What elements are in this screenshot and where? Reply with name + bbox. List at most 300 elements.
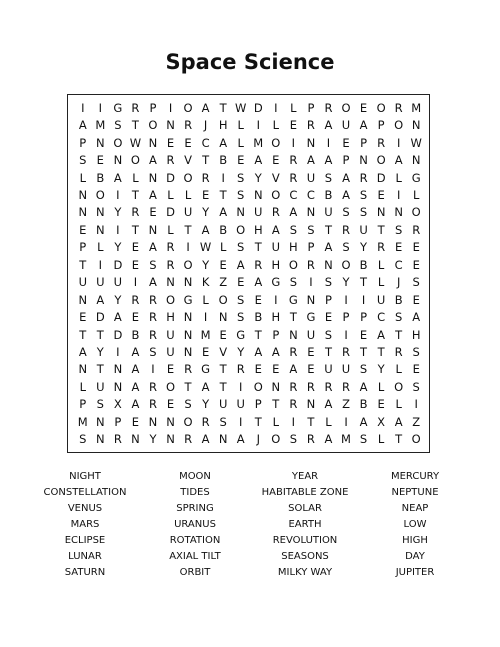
grid-letter[interactable]: E [254,292,262,307]
grid-letter[interactable]: T [377,345,385,360]
grid-letter[interactable]: P [307,100,315,115]
grid-letter[interactable]: B [131,327,140,342]
grid-letter[interactable]: E [131,240,140,255]
grid-letter[interactable]: L [167,187,174,202]
grid-letter[interactable]: J [203,118,208,133]
grid-letter[interactable]: H [289,240,298,255]
grid-letter[interactable]: Y [114,292,122,307]
grid-letter[interactable]: A [201,432,210,447]
grid-letter[interactable]: I [309,275,313,290]
grid-letter[interactable]: S [359,187,368,202]
grid-letter[interactable]: E [131,257,140,272]
grid-letter[interactable]: O [148,118,158,133]
grid-letter[interactable]: O [288,257,298,272]
grid-letter[interactable]: R [306,118,315,133]
grid-letter[interactable]: L [272,118,280,133]
grid-letter[interactable]: R [166,240,175,255]
grid-letter[interactable]: A [359,414,368,429]
grid-letter[interactable]: L [132,170,139,185]
grid-letter[interactable]: D [113,327,123,342]
grid-letter[interactable]: G [306,310,316,325]
grid-letter[interactable]: R [359,170,368,185]
grid-letter[interactable]: N [148,135,158,150]
grid-letter[interactable]: T [377,222,385,237]
grid-letter[interactable]: P [360,135,368,150]
grid-letter[interactable]: L [377,275,385,290]
grid-letter[interactable]: N [78,292,88,307]
grid-letter[interactable]: E [237,153,245,168]
grid-letter[interactable]: A [324,432,333,447]
grid-letter[interactable]: T [131,222,139,237]
grid-letter[interactable]: A [131,397,140,412]
grid-letter[interactable]: U [254,205,263,220]
grid-letter[interactable]: R [377,240,386,255]
grid-letter[interactable]: T [202,153,210,168]
grid-letter[interactable]: D [166,170,175,185]
grid-letter[interactable]: N [218,432,228,447]
grid-letter[interactable]: A [149,275,157,290]
grid-letter[interactable]: P [324,292,332,307]
grid-letter[interactable]: L [79,170,86,185]
grid-letter[interactable]: R [289,397,298,412]
grid-letter[interactable]: U [376,292,386,307]
grid-letter[interactable]: R [289,345,298,360]
grid-letter[interactable]: I [256,118,260,133]
grid-letter[interactable]: X [377,414,386,429]
grid-letter[interactable]: N [394,205,403,220]
grid-letter[interactable]: I [81,100,85,115]
grid-letter[interactable]: N [78,205,88,220]
grid-letter[interactable]: N [96,222,105,237]
grid-letter[interactable]: N [96,135,105,150]
grid-letter[interactable]: N [183,345,193,360]
grid-letter[interactable]: E [412,362,420,377]
grid-letter[interactable]: T [395,327,403,342]
grid-letter[interactable]: R [131,292,140,307]
grid-letter[interactable]: Z [219,275,228,290]
grid-letter[interactable]: S [219,414,227,429]
grid-letter[interactable]: C [394,257,403,272]
grid-letter[interactable]: H [271,257,281,272]
grid-letter[interactable]: E [307,345,315,360]
grid-letter[interactable]: N [183,275,193,290]
grid-letter[interactable]: S [395,310,403,325]
grid-letter[interactable]: E [412,292,420,307]
grid-letter[interactable]: N [148,170,158,185]
grid-letter[interactable]: H [253,222,263,237]
grid-letter[interactable]: N [96,432,105,447]
grid-letter[interactable]: S [359,205,368,220]
grid-letter[interactable]: R [131,205,140,220]
grid-letter[interactable]: N [359,153,368,168]
grid-letter[interactable]: J [256,432,260,447]
grid-letter[interactable]: L [325,414,332,429]
grid-letter[interactable]: S [412,275,420,290]
grid-letter[interactable]: P [79,240,87,255]
grid-letter[interactable]: A [342,187,350,202]
grid-letter[interactable]: E [307,362,315,377]
grid-letter[interactable]: I [239,414,243,429]
grid-letter[interactable]: T [219,379,227,394]
grid-letter[interactable]: I [186,240,190,255]
grid-letter[interactable]: H [166,310,175,325]
grid-letter[interactable]: G [183,292,193,307]
grid-letter[interactable]: R [148,397,157,412]
grid-letter[interactable]: T [131,118,139,133]
grid-letter[interactable]: R [342,379,351,394]
grid-letter[interactable]: V [184,153,192,168]
grid-letter[interactable]: A [289,205,298,220]
grid-letter[interactable]: L [395,170,402,185]
grid-letter[interactable]: M [77,414,88,429]
grid-letter[interactable]: O [130,153,140,168]
grid-letter[interactable]: S [359,362,368,377]
grid-letter[interactable]: O [376,153,386,168]
grid-letter[interactable]: T [219,362,227,377]
grid-letter[interactable]: E [149,205,157,220]
grid-letter[interactable]: E [289,118,297,133]
grid-letter[interactable]: M [95,118,106,133]
grid-letter[interactable]: I [291,135,296,150]
grid-letter[interactable]: I [274,100,278,115]
grid-letter[interactable]: N [236,205,246,220]
grid-letter[interactable]: R [306,257,315,272]
grid-letter[interactable]: W [235,100,247,115]
grid-letter[interactable]: U [324,362,333,377]
grid-letter[interactable]: L [97,240,104,255]
grid-letter[interactable]: I [414,397,418,412]
grid-letter[interactable]: A [271,222,280,237]
grid-letter[interactable]: S [184,397,192,412]
grid-letter[interactable]: I [203,310,208,325]
grid-letter[interactable]: O [183,414,193,429]
grid-letter[interactable]: A [201,222,210,237]
grid-letter[interactable]: E [166,362,175,377]
grid-letter[interactable]: O [394,379,404,394]
grid-letter[interactable]: A [271,345,280,360]
grid-letter[interactable]: T [79,257,87,272]
grid-letter[interactable]: S [359,432,368,447]
grid-letter[interactable]: S [237,310,245,325]
grid-letter[interactable]: G [411,170,421,185]
grid-letter[interactable]: S [237,187,245,202]
grid-letter[interactable]: O [253,379,263,394]
grid-letter[interactable]: U [166,327,175,342]
grid-letter[interactable]: I [98,257,103,272]
grid-letter[interactable]: O [394,118,404,133]
grid-letter[interactable]: A [342,170,350,185]
grid-letter[interactable]: A [131,345,140,360]
grid-letter[interactable]: E [79,222,87,237]
grid-letter[interactable]: I [116,345,120,360]
grid-letter[interactable]: L [272,414,280,429]
grid-letter[interactable]: D [166,205,175,220]
grid-letter[interactable]: V [271,170,280,185]
grid-letter[interactable]: I [133,275,138,290]
grid-letter[interactable]: L [219,240,227,255]
grid-letter[interactable]: A [113,170,122,185]
grid-letter[interactable]: E [79,310,87,325]
grid-letter[interactable]: A [201,379,210,394]
grid-letter[interactable]: E [201,187,210,202]
grid-letter[interactable]: S [237,292,245,307]
grid-letter[interactable]: D [113,257,123,272]
grid-letter[interactable]: R [289,379,298,394]
grid-letter[interactable]: T [184,379,192,394]
grid-letter[interactable]: W [199,240,212,255]
grid-letter[interactable]: R [184,362,193,377]
grid-letter[interactable]: T [79,327,87,342]
grid-letter[interactable]: U [341,118,351,133]
grid-letter[interactable]: L [377,257,385,272]
grid-letter[interactable]: P [272,327,280,342]
grid-letter[interactable]: P [114,414,122,429]
grid-letter[interactable]: S [412,379,420,394]
grid-letter[interactable]: E [184,135,192,150]
grid-letter[interactable]: Z [412,414,421,429]
grid-letter[interactable]: I [221,170,225,185]
grid-letter[interactable]: A [359,379,368,394]
grid-letter[interactable]: I [168,100,173,115]
grid-letter[interactable]: Y [202,205,210,220]
grid-letter[interactable]: Y [202,397,210,412]
grid-letter[interactable]: R [131,100,140,115]
grid-letter[interactable]: N [306,205,316,220]
grid-letter[interactable]: Y [96,345,104,360]
grid-letter[interactable]: A [324,153,333,168]
grid-letter[interactable]: O [183,100,193,115]
grid-letter[interactable]: O [341,100,351,115]
grid-letter[interactable]: I [98,100,103,115]
grid-letter[interactable]: S [289,275,298,290]
grid-letter[interactable]: E [377,187,385,202]
grid-letter[interactable]: A [201,100,210,115]
grid-letter[interactable]: E [272,362,280,377]
grid-letter[interactable]: O [271,135,281,150]
grid-letter[interactable]: L [184,187,192,202]
grid-letter[interactable]: E [342,135,350,150]
grid-letter[interactable]: C [377,310,386,325]
grid-letter[interactable]: N [306,292,316,307]
grid-letter[interactable]: N [306,397,316,412]
grid-letter[interactable]: E [324,310,333,325]
grid-letter[interactable]: S [395,222,403,237]
grid-letter[interactable]: N [148,414,158,429]
grid-letter[interactable]: A [236,432,245,447]
grid-letter[interactable]: L [237,135,244,150]
grid-letter[interactable]: R [184,432,193,447]
grid-letter[interactable]: N [78,362,88,377]
grid-letter[interactable]: Y [360,240,368,255]
grid-letter[interactable]: G [288,292,298,307]
grid-letter[interactable]: L [79,379,86,394]
grid-letter[interactable]: R [324,100,333,115]
grid-letter[interactable]: I [151,362,155,377]
grid-letter[interactable]: N [113,153,123,168]
grid-letter[interactable]: A [78,118,87,133]
grid-letter[interactable]: E [395,240,403,255]
grid-letter[interactable]: U [324,205,333,220]
grid-letter[interactable]: N [113,362,123,377]
grid-letter[interactable]: R [148,327,157,342]
grid-letter[interactable]: L [167,222,174,237]
grid-letter[interactable]: I [116,187,120,202]
grid-letter[interactable]: S [114,118,122,133]
grid-letter[interactable]: T [96,327,104,342]
grid-letter[interactable]: O [183,170,193,185]
grid-letter[interactable]: O [341,257,351,272]
grid-letter[interactable]: E [412,257,420,272]
grid-letter[interactable]: A [254,275,263,290]
grid-letter[interactable]: R [201,414,210,429]
grid-letter[interactable]: A [131,362,140,377]
grid-letter[interactable]: U [78,275,87,290]
grid-letter[interactable]: T [254,240,262,255]
grid-letter[interactable]: B [254,310,263,325]
grid-letter[interactable]: A [412,310,421,325]
grid-letter[interactable]: A [324,240,333,255]
grid-letter[interactable]: R [306,432,315,447]
grid-letter[interactable]: O [113,135,123,150]
grid-letter[interactable]: P [342,310,350,325]
grid-letter[interactable]: U [218,397,228,412]
grid-letter[interactable]: V [219,345,228,360]
grid-letter[interactable]: A [113,310,122,325]
grid-letter[interactable]: U [96,275,105,290]
grid-letter[interactable]: A [236,257,245,272]
grid-letter[interactable]: O [165,292,176,307]
grid-letter[interactable]: U [306,327,316,342]
grid-letter[interactable]: E [166,135,175,150]
grid-letter[interactable]: O [183,257,193,272]
grid-letter[interactable]: S [342,205,350,220]
grid-letter[interactable]: S [342,240,350,255]
grid-letter[interactable]: Z [342,397,350,412]
grid-letter[interactable]: O [165,379,176,394]
grid-letter[interactable]: I [291,414,296,429]
grid-letter[interactable]: B [96,170,105,185]
grid-letter[interactable]: L [290,100,297,115]
grid-letter[interactable]: R [148,379,157,394]
grid-letter[interactable]: B [219,153,228,168]
grid-letter[interactable]: P [79,397,87,412]
grid-letter[interactable]: A [394,414,403,429]
grid-letter[interactable]: I [116,222,120,237]
grid-letter[interactable]: I [396,135,401,150]
grid-letter[interactable]: L [377,379,385,394]
grid-letter[interactable]: S [237,170,245,185]
grid-letter[interactable]: R [236,362,245,377]
grid-letter[interactable]: N [96,414,105,429]
grid-letter[interactable]: R [324,379,333,394]
grid-letter[interactable]: A [394,153,403,168]
grid-letter[interactable]: N [289,327,298,342]
grid-letter[interactable]: R [113,432,122,447]
grid-letter[interactable]: O [411,432,421,447]
grid-letter[interactable]: N [148,222,158,237]
grid-letter[interactable]: T [131,187,139,202]
grid-letter[interactable]: U [306,170,316,185]
grid-letter[interactable]: T [324,345,332,360]
grid-letter[interactable]: O [376,100,386,115]
grid-letter[interactable]: E [96,153,104,168]
grid-letter[interactable]: S [149,345,157,360]
grid-letter[interactable]: S [237,240,245,255]
grid-letter[interactable]: N [271,379,281,394]
grid-letter[interactable]: O [271,432,281,447]
grid-letter[interactable]: E [166,397,175,412]
grid-letter[interactable]: P [377,118,385,133]
grid-letter[interactable]: U [271,240,281,255]
grid-letter[interactable]: A [324,118,333,133]
grid-letter[interactable]: A [96,292,105,307]
grid-letter[interactable]: M [341,432,351,447]
grid-letter[interactable]: G [271,275,281,290]
grid-letter[interactable]: B [324,187,333,202]
grid-letter[interactable]: R [201,170,210,185]
grid-letter[interactable]: W [410,135,422,150]
grid-letter[interactable]: B [219,222,228,237]
grid-letter[interactable]: U [341,362,351,377]
grid-letter[interactable]: N [131,432,140,447]
grid-letter[interactable]: A [289,362,298,377]
grid-letter[interactable]: R [342,345,351,360]
grid-letter[interactable]: E [237,275,245,290]
grid-letter[interactable]: T [184,222,192,237]
grid-letter[interactable]: I [239,379,243,394]
grid-letter[interactable]: Y [237,345,245,360]
grid-letter[interactable]: R [271,205,280,220]
grid-letter[interactable]: Y [254,170,262,185]
grid-letter[interactable]: R [166,153,175,168]
grid-letter[interactable]: T [360,345,368,360]
grid-letter[interactable]: A [324,397,333,412]
grid-letter[interactable]: H [271,310,281,325]
grid-letter[interactable]: P [360,310,368,325]
grid-letter[interactable]: U [236,397,245,412]
grid-letter[interactable]: R [166,257,175,272]
grid-letter[interactable]: N [166,414,175,429]
grid-letter[interactable]: L [395,362,402,377]
grid-letter[interactable]: T [289,310,297,325]
grid-letter[interactable]: S [79,432,87,447]
grid-letter[interactable]: H [411,327,421,342]
grid-letter[interactable]: A [254,345,263,360]
grid-letter[interactable]: R [412,222,421,237]
grid-letter[interactable]: L [237,118,244,133]
grid-letter[interactable]: R [148,292,157,307]
grid-letter[interactable]: U [96,379,105,394]
grid-letter[interactable]: W [129,135,142,150]
grid-letter[interactable]: N [166,275,175,290]
grid-letter[interactable]: L [413,187,420,202]
grid-letter[interactable]: T [96,362,104,377]
grid-letter[interactable]: D [253,100,263,115]
grid-letter[interactable]: M [200,327,211,342]
grid-letter[interactable]: G [113,100,123,115]
grid-letter[interactable]: T [219,187,227,202]
grid-letter[interactable]: Y [114,240,122,255]
grid-letter[interactable]: A [78,345,87,360]
grid-letter[interactable]: I [274,292,278,307]
grid-letter[interactable]: U [166,345,175,360]
grid-letter[interactable]: R [184,118,193,133]
grid-letter[interactable]: P [342,153,350,168]
grid-letter[interactable]: P [307,240,315,255]
grid-letter[interactable]: A [219,135,228,150]
grid-letter[interactable]: E [219,257,227,272]
grid-letter[interactable]: E [254,362,262,377]
